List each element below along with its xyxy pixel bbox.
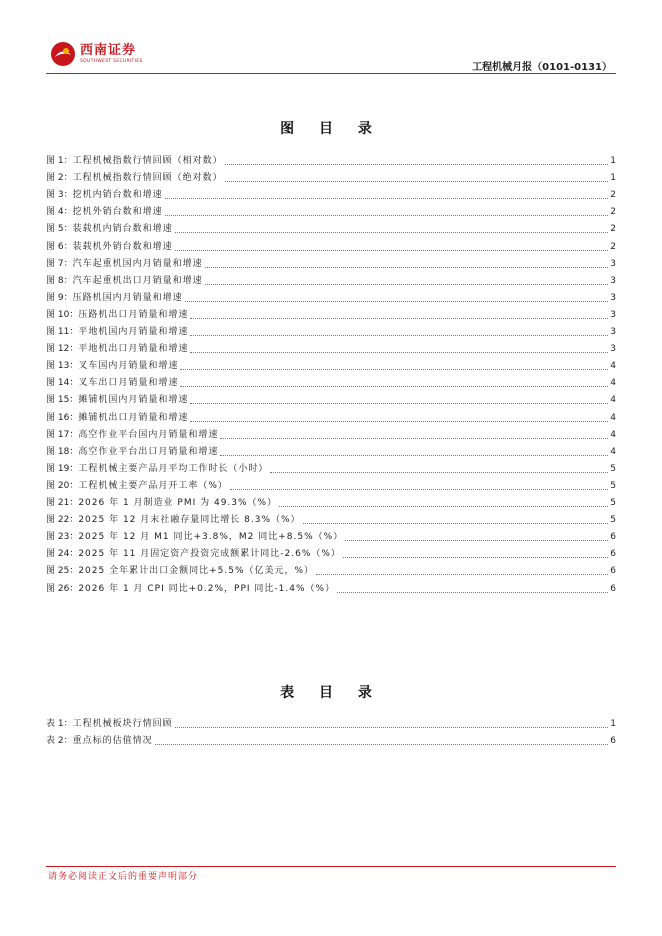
toc-entry-title: 2025 年 12 月 M1 同比+3.8%，M2 同比+8.5%（%） xyxy=(78,532,344,543)
toc-leader-dots xyxy=(220,437,608,439)
toc-entry[interactable] xyxy=(46,256,616,270)
toc-entry-label: 图 16： xyxy=(46,412,79,423)
toc-entry-label: 图 12： xyxy=(46,344,79,355)
toc-entry[interactable] xyxy=(46,461,616,475)
toc-leader-dots xyxy=(180,368,608,370)
toc-leader-dots xyxy=(175,231,609,233)
toc-entry-page: 1 xyxy=(610,719,616,729)
toc-entry-page: 5 xyxy=(610,463,616,474)
toc-entry-page: 6 xyxy=(610,549,616,560)
toc-entry-label: 图 4： xyxy=(46,207,73,218)
toc-leader-dots xyxy=(180,385,608,387)
toc-entry-page: 4 xyxy=(610,412,616,423)
toc-entry-title: 工程机械指数行情回顾（相对数） xyxy=(72,156,223,166)
footer-divider xyxy=(46,866,616,867)
toc-leader-dots xyxy=(185,300,609,302)
toc-entry-page: 4 xyxy=(610,378,616,389)
toc-entry-title: 工程机械主要产品月开工率（%） xyxy=(78,480,228,491)
toc-leader-dots xyxy=(190,402,608,404)
toc-entry[interactable] xyxy=(46,512,616,526)
toc-entry[interactable] xyxy=(46,341,616,355)
toc-entry-page: 5 xyxy=(610,480,616,491)
company-logo xyxy=(50,38,143,70)
toc-entry-page: 4 xyxy=(610,361,616,372)
toc-leader-dots xyxy=(230,488,608,490)
toc-entry-label: 图 2： xyxy=(46,173,73,184)
toc-entry[interactable] xyxy=(46,204,616,218)
toc-entry-page: 3 xyxy=(610,309,616,320)
toc-entry-label: 图 8： xyxy=(46,275,73,286)
toc-entry-title: 平地机国内月销量和增速 xyxy=(78,327,189,337)
toc-entry-title: 摊铺机国内月销量和增速 xyxy=(78,395,189,406)
toc-entry-page: 3 xyxy=(610,344,616,355)
toc-entry-page: 3 xyxy=(610,258,616,269)
toc-entry-page: 6 xyxy=(610,583,616,594)
toc-entry[interactable] xyxy=(46,170,616,184)
toc-entry[interactable] xyxy=(46,375,616,389)
tables-toc-title: 表 目 录 xyxy=(280,685,382,701)
toc-leader-dots xyxy=(175,726,609,728)
toc-leader-dots xyxy=(165,214,609,216)
toc-entry-title: 高空作业平台国内月销量和增速 xyxy=(78,429,219,440)
toc-entry-label: 图 26： xyxy=(46,583,79,594)
toc-entry-title: 挖机内销台数和增速 xyxy=(72,190,163,201)
toc-entry[interactable] xyxy=(46,324,616,338)
toc-leader-dots xyxy=(279,505,608,507)
toc-leader-dots xyxy=(345,539,608,541)
toc-entry-page: 3 xyxy=(610,275,616,286)
toc-entry[interactable] xyxy=(46,187,616,201)
toc-entry-label: 图 15： xyxy=(46,395,79,406)
header-divider xyxy=(46,73,616,74)
toc-entry-title: 压路机出口月销量和增速 xyxy=(78,309,189,320)
toc-entry[interactable] xyxy=(46,581,616,595)
toc-entry-page: 6 xyxy=(610,736,616,747)
toc-entry[interactable] xyxy=(46,153,616,167)
toc-leader-dots xyxy=(343,556,608,558)
toc-entry[interactable] xyxy=(46,221,616,235)
toc-entry-label: 表 1： xyxy=(46,719,73,729)
toc-entry-title: 叉车国内月销量和增速 xyxy=(78,361,179,372)
toc-entry-page: 1 xyxy=(610,173,616,184)
toc-entry-page: 6 xyxy=(610,532,616,543)
toc-entry[interactable] xyxy=(46,529,616,543)
toc-entry-label: 图 6： xyxy=(46,241,73,252)
toc-entry-title: 2025 全年累计出口金额同比+5.5%（亿美元，%） xyxy=(78,566,315,577)
toc-entry[interactable] xyxy=(46,716,616,730)
toc-entry-title: 2026 年 1 月制造业 PMI 为 49.3%（%） xyxy=(78,498,278,508)
toc-entry-label: 图 11： xyxy=(46,327,79,337)
toc-leader-dots xyxy=(190,334,608,336)
toc-entry-label: 图 19： xyxy=(46,463,79,474)
toc-entry-page: 3 xyxy=(610,327,616,337)
footer-disclaimer: 请务必阅读正文后的重要声明部分 xyxy=(48,872,199,882)
toc-entry-title: 汽车起重机国内月销量和增速 xyxy=(72,258,203,269)
toc-entry-label: 图 18： xyxy=(46,446,79,457)
toc-entry-label: 图 20： xyxy=(46,480,79,491)
toc-entry-page: 6 xyxy=(610,566,616,577)
toc-entry-page: 4 xyxy=(610,446,616,457)
logo-chinese-name: 西南证券 xyxy=(80,43,137,58)
toc-leader-dots xyxy=(190,317,608,319)
toc-leader-dots xyxy=(175,249,609,251)
toc-entry-title: 挖机外销台数和增速 xyxy=(72,207,163,218)
southwest-securities-logo-icon xyxy=(50,41,76,67)
toc-entry-page: 2 xyxy=(610,207,616,218)
toc-entry-title: 工程机械指数行情回顾（绝对数） xyxy=(72,173,223,184)
toc-entry[interactable] xyxy=(46,563,616,577)
toc-leader-dots xyxy=(316,573,608,575)
toc-entry-label: 图 5： xyxy=(46,224,73,235)
toc-entry[interactable] xyxy=(46,478,616,492)
toc-entry-label: 图 22： xyxy=(46,515,79,526)
toc-entry[interactable] xyxy=(46,410,616,424)
toc-entry-label: 图 24： xyxy=(46,549,79,560)
toc-entry-label: 图 1： xyxy=(46,156,73,166)
toc-entry-title: 装载机内销台数和增速 xyxy=(72,224,173,235)
toc-leader-dots xyxy=(303,522,609,524)
toc-entry[interactable] xyxy=(46,358,616,372)
toc-entry-title: 汽车起重机出口月销量和增速 xyxy=(72,275,203,286)
toc-entry[interactable] xyxy=(46,392,616,406)
toc-entry-page: 5 xyxy=(610,515,616,526)
toc-entry-page: 3 xyxy=(610,292,616,303)
toc-entry-label: 图 21： xyxy=(46,498,79,508)
toc-leader-dots xyxy=(225,163,609,165)
toc-entry-title: 2026 年 1 月 CPI 同比+0.2%，PPI 同比-1.4%（%） xyxy=(78,583,336,594)
toc-entry-page: 4 xyxy=(610,395,616,406)
toc-entry[interactable] xyxy=(46,733,616,747)
toc-leader-dots xyxy=(190,351,608,353)
toc-entry-page: 2 xyxy=(610,241,616,252)
toc-entry-page: 5 xyxy=(610,498,616,508)
toc-entry-title: 摊铺机出口月销量和增速 xyxy=(78,412,189,423)
toc-entry-label: 图 23： xyxy=(46,532,79,543)
toc-entry-label: 图 7： xyxy=(46,258,73,269)
toc-entry[interactable] xyxy=(46,307,616,321)
toc-entry-title: 叉车出口月销量和增速 xyxy=(78,378,179,389)
toc-entry-label: 图 14： xyxy=(46,378,79,389)
toc-entry-title: 2025 年 12 月末社融存量同比增长 8.3%（%） xyxy=(78,515,301,526)
toc-entry-label: 图 9： xyxy=(46,292,73,303)
toc-leader-dots xyxy=(205,266,609,268)
toc-entry[interactable] xyxy=(46,290,616,304)
toc-leader-dots xyxy=(220,454,608,456)
toc-entry-page: 4 xyxy=(610,429,616,440)
toc-entry-title: 压路机国内月销量和增速 xyxy=(72,292,183,303)
toc-entry-title: 2025 年 11 月固定资产投资完成额累计同比-2.6%（%） xyxy=(78,549,341,560)
toc-entry-label: 图 10： xyxy=(46,309,79,320)
toc-entry-title: 高空作业平台出口月销量和增速 xyxy=(78,446,219,457)
toc-entry-page: 1 xyxy=(610,156,616,166)
page-header xyxy=(46,36,616,74)
toc-entry-label: 图 13： xyxy=(46,361,79,372)
toc-leader-dots xyxy=(190,420,608,422)
toc-entry-title: 工程机械主要产品月平均工作时长（小时） xyxy=(78,463,269,474)
toc-leader-dots xyxy=(225,180,609,182)
toc-entry[interactable] xyxy=(46,239,616,253)
toc-entry[interactable] xyxy=(46,427,616,441)
toc-entry-title: 工程机械板块行情回顾 xyxy=(72,719,173,729)
toc-entry[interactable] xyxy=(46,546,616,560)
toc-leader-dots xyxy=(270,471,608,473)
toc-leader-dots xyxy=(205,283,609,285)
figures-toc-title: 图 目 录 xyxy=(280,121,382,137)
toc-entry[interactable] xyxy=(46,273,616,287)
toc-entry-title: 装载机外销台数和增速 xyxy=(72,241,173,252)
logo-english-name: SOUTHWEST SECURITIES xyxy=(80,59,143,64)
toc-entry[interactable] xyxy=(46,444,616,458)
toc-entry[interactable] xyxy=(46,495,616,509)
toc-entry-title: 平地机出口月销量和增速 xyxy=(78,344,189,355)
toc-entry-page: 2 xyxy=(610,190,616,201)
toc-entry-title: 重点标的估值情况 xyxy=(72,736,153,747)
toc-entry-label: 表 2： xyxy=(46,736,73,747)
toc-entry-label: 图 17： xyxy=(46,429,79,440)
toc-entry-label: 图 25： xyxy=(46,566,79,577)
toc-entry-label: 图 3： xyxy=(46,190,73,201)
toc-leader-dots xyxy=(155,743,609,745)
toc-entry-page: 2 xyxy=(610,224,616,235)
report-title: 工程机械月报（0101-0131） xyxy=(472,62,612,73)
toc-leader-dots xyxy=(165,197,609,199)
toc-leader-dots xyxy=(337,591,608,593)
